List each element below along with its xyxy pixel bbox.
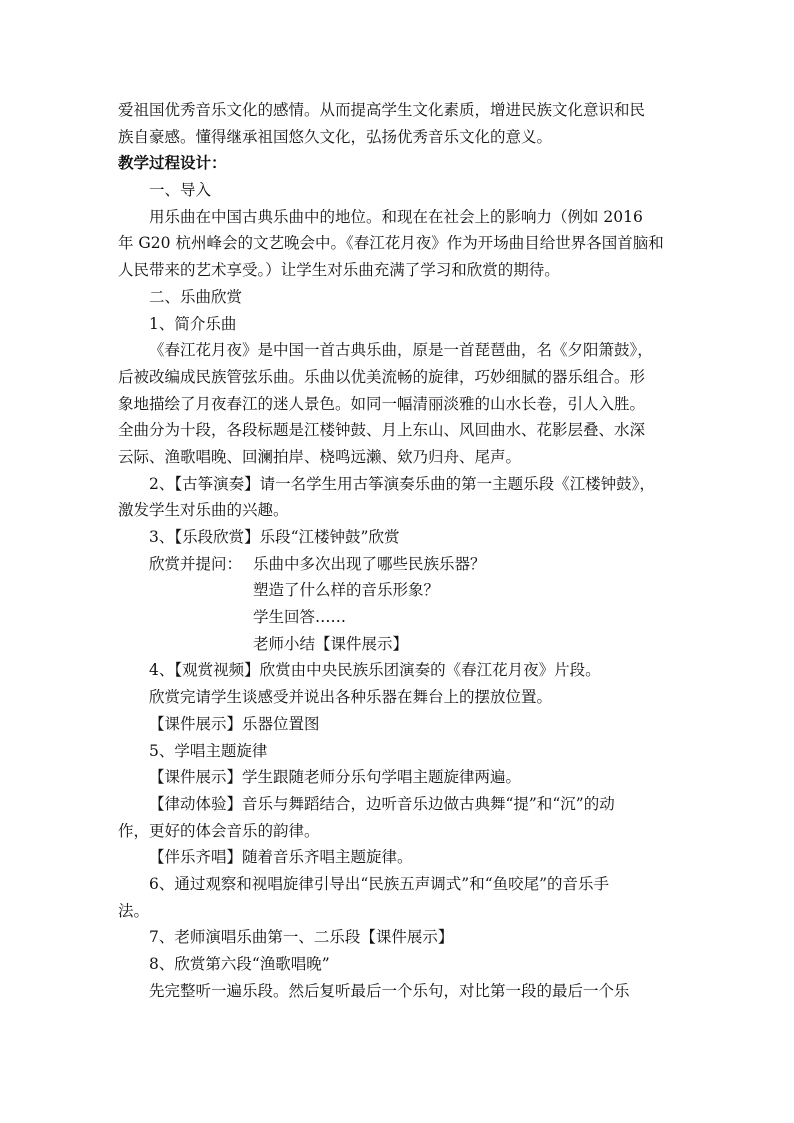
item-title: 8、欣赏第六段“渔歌唱晚”	[149, 955, 330, 973]
paragraph-line: 7、老师演唱乐曲第一、二乐段【课件展示】	[149, 928, 454, 947]
question-item: 乐曲中多次出现了哪些民族乐器？	[253, 554, 486, 573]
paragraph-line: 作，更好的体会音乐的韵律。	[118, 821, 320, 840]
paragraph-line: 6、通过观察和视唱旋律引导出“民族五声调式”和“鱼咬尾”的音乐手	[149, 874, 610, 893]
document-body	[118, 97, 678, 1004]
section-heading: 教学过程设计：	[118, 154, 227, 173]
paragraph-line: 4、【观赏视频】欣赏由中央民族乐团演奏的《春江花月夜》片段。	[149, 661, 601, 680]
question-list	[253, 551, 678, 658]
paragraph-line: 云际、渔歌唱晚、回澜拍岸、桡鸣远濑、欸乃归舟、尾声。	[118, 447, 522, 466]
paragraph-line: 后被改编成民族管弦乐曲。乐曲以优美流畅的旋律，巧妙细腻的器乐组合。形	[118, 367, 646, 386]
paragraph-line: 象地描绘了月夜春江的迷人景色。如同一幅清丽淡雅的山水长卷，引人入胜。	[118, 394, 646, 413]
question-label: 欣赏并提问：	[149, 554, 243, 573]
paragraph-line: 2、【古筝演奏】请一名学生用古筝演奏乐曲的第一主题乐段《江楼钟鼓》，	[149, 474, 655, 493]
question-item: 塑造了什么样的音乐形象？	[253, 581, 440, 600]
paragraph-line: 年 G20 杭州峰会的文艺晚会中。《春江花月夜》作为开场曲目给世界各国首脑和	[118, 234, 664, 253]
paragraph-line: 人民带来的艺术享受。）让学生对乐曲充满了学习和欣赏的期待。	[118, 261, 560, 280]
paragraph-line: 欣赏完请学生谈感受并说出各种乐器在舞台上的摆放位置。	[149, 688, 553, 707]
paragraph-line: 【伴乐齐唱】随着音乐齐唱主题旋律。	[149, 848, 413, 867]
paragraph-line: 爱祖国优秀音乐文化的感情。从而提高学生文化素质，增进民族文化意识和民	[118, 101, 646, 119]
question-block	[118, 551, 678, 658]
paragraph-line: 族自豪感。懂得继承祖国悠久文化，弘扬优秀音乐文化的意义。	[118, 127, 553, 146]
paragraph-line: 法。	[118, 901, 150, 920]
paragraph-line: 用乐曲在中国古典乐曲中的地位。和现在在社会上的影响力（例如 2016	[149, 207, 643, 226]
section-title: 一、导入	[149, 181, 212, 200]
paragraph-line: 先完整听一遍乐段。然后复听最后一个乐句，对比第一段的最后一个乐	[149, 981, 630, 1000]
item-title: 3、【乐段欣赏】乐段“江楼钟鼓”欣赏	[149, 528, 400, 546]
item-title: 5、学唱主题旋律	[149, 741, 268, 760]
question-item: 学生回答……	[253, 608, 347, 627]
paragraph-line: 《春江花月夜》是中国一首古典乐曲，原是一首琵琶曲，名《夕阳箫鼓》，	[149, 341, 653, 360]
paragraph-line: 【课件展示】学生跟随老师分乐句学唱主题旋律两遍。	[149, 768, 522, 787]
paragraph-line: 【律动体验】音乐与舞蹈结合，边听音乐边做古典舞“提”和“沉”的动	[149, 794, 615, 813]
paragraph-line: 激发学生对乐曲的兴趣。	[118, 501, 289, 520]
question-item: 老师小结【课件展示】	[253, 634, 409, 653]
item-title: 1、简介乐曲	[149, 314, 237, 333]
section-title: 二、乐曲欣赏	[149, 287, 243, 306]
paragraph-line: 【课件展示】乐器位置图	[149, 714, 320, 733]
paragraph-line: 全曲分为十段，各段标题是江楼钟鼓、月上东山、风回曲水、花影层叠、水深	[118, 421, 646, 440]
